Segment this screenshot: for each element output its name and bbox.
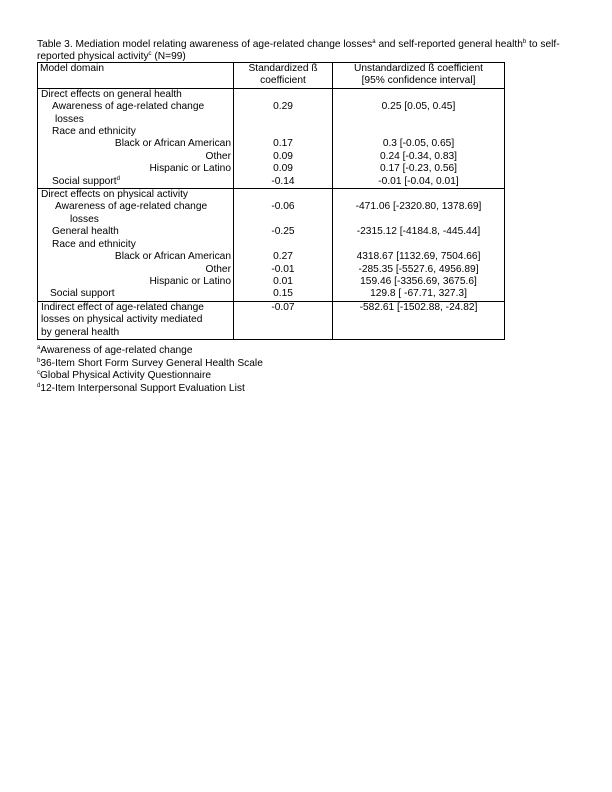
unstd-value: -582.61 [-1502.88, -24.82] [359, 301, 478, 313]
header-unstandardized: Unstandardized ß coefficient [95% confidence interval] [333, 63, 505, 89]
row-label: Black or African American [114, 138, 231, 150]
header-model-domain: Model domain [38, 63, 234, 89]
unstd-value: 4318.67 [1132.69, 7504.66] [356, 251, 481, 263]
std-value: -0.06 [271, 201, 295, 213]
row-label: Direct effects on general health [41, 88, 182, 100]
row-label: Race and ethnicity [52, 126, 136, 138]
std-value: 0.17 [273, 138, 293, 150]
std-value: 0.09 [273, 163, 293, 175]
unstd-value: 0.24 [-0.34, 0.83] [379, 150, 458, 162]
std-value: -0.01 [271, 263, 295, 275]
row-label: Awareness of age-related change [55, 201, 208, 213]
unstd-value: 0.25 [0.05, 0.45] [381, 101, 456, 113]
row-label: Hispanic or Latino [149, 163, 231, 175]
footnote-b: $^b$36-Item Short Form Survey General Health Scale [37, 357, 263, 369]
section-physical-activity [38, 189, 505, 302]
std-value: 0.27 [273, 251, 293, 263]
row-label: Awareness of age-related change [52, 101, 205, 113]
section-general-health [38, 88, 505, 188]
unstd-value: -471.06 [-2320.80, 1378.69] [355, 201, 482, 213]
caption-sup-a: a [372, 39, 376, 45]
row-label: by general health [41, 326, 120, 338]
std-value: 0.15 [273, 288, 293, 300]
unstd-value: -2315.12 [-4184.8, -445.44] [356, 226, 481, 238]
footnote-a: $^a$Awareness of age-related change [37, 345, 193, 356]
section-indirect-effect [38, 301, 505, 339]
unstd-value: 159.46 [-3356.69, 3675.6] [360, 275, 477, 287]
row-label: Social support [50, 288, 115, 300]
row-label: Hispanic or Latino [149, 275, 231, 287]
row-label: losses [70, 213, 99, 225]
unstd-value: 0.3 [-0.05, 0.65] [382, 138, 455, 150]
std-value: 0.01 [273, 275, 293, 287]
footnote-d: $^d$12-Item Interpersonal Support Evaluation List [37, 382, 245, 394]
std-value: -0.25 [271, 226, 295, 238]
footnotes [37, 345, 263, 395]
mediation-table [37, 62, 505, 340]
unstd-value: -0.01 [-0.04, 0.01] [378, 175, 459, 187]
row-label: Direct effects on physical activity [41, 189, 189, 201]
row-label: losses on physical activity mediated [41, 314, 203, 326]
std-value: -0.07 [271, 301, 295, 313]
row-label: Other [205, 150, 231, 162]
row-label: General health [52, 226, 119, 238]
caption-sup-b: b [522, 39, 527, 45]
row-label: Black or African American [114, 251, 231, 263]
std-value: 0.09 [273, 150, 293, 162]
std-value: 0.29 [273, 101, 293, 113]
row-label: Social support$^d$ [52, 175, 120, 187]
footnote-c: $^c$Global Physical Activity Questionnaire [37, 370, 212, 382]
row-label: Other [205, 263, 231, 275]
std-value: -0.14 [271, 175, 295, 187]
row-label: Race and ethnicity [52, 238, 136, 250]
unstd-value: 0.17 [-0.23, 0.56] [379, 163, 458, 175]
unstd-value: -285.35 [-5527.6, 4956.89] [358, 263, 479, 275]
table-header-row [38, 63, 505, 89]
header-standardized: Standardized ß coefficient [234, 63, 333, 89]
row-label: losses [55, 113, 84, 125]
table-caption: Table 3. Mediation model relating awareness of age-related change losses$^a$ and self-reported general health$^b$ to self-reported physical activity$^c$ (N=99) [37, 39, 560, 62]
row-label: Indirect effect of age-related change [41, 301, 204, 313]
unstd-value: 129.8 [ -67.71, 327.3] [370, 288, 467, 300]
caption-sup-c: c [148, 50, 152, 57]
